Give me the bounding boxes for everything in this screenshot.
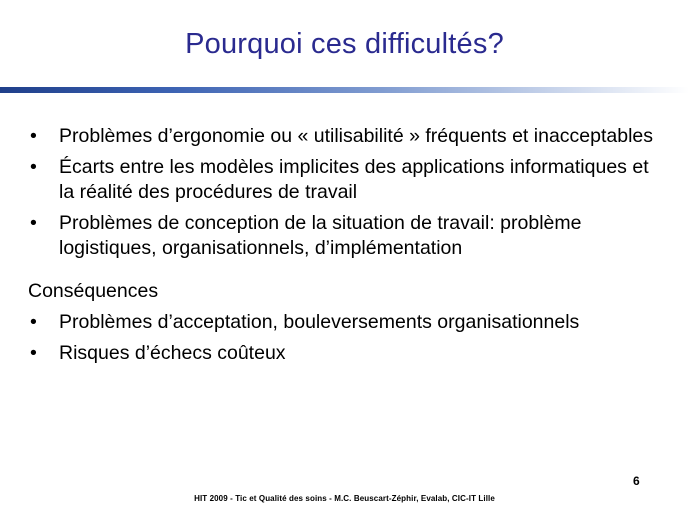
bullet-icon: • (30, 212, 37, 234)
bullet-icon: • (30, 342, 37, 364)
bullet-list-consequences (28, 310, 668, 366)
bullet-text: Problèmes d’acceptation, bouleversements organisationnels (59, 311, 580, 333)
slide-content (28, 124, 668, 372)
bullet-item (28, 155, 668, 205)
title-underline (0, 87, 689, 93)
bullet-item (28, 124, 668, 149)
bullet-text: Problèmes de conception de la situation de travail: problème logistiques, organisationnels, d’implémentation (59, 212, 582, 259)
bullet-text: Risques d’échecs coûteux (59, 342, 286, 364)
bullet-icon: • (30, 125, 37, 147)
bullet-icon: • (30, 311, 37, 333)
page-number: 6 (633, 474, 640, 488)
section-title: Conséquences (28, 280, 159, 302)
bullet-text: Écarts entre les modèles implicites des applications informatiques et la réalité des procédures de travail (59, 156, 649, 203)
bullet-item (28, 310, 668, 335)
slide-title: Pourquoi ces difficultés? (185, 28, 504, 60)
slide-footer: HIT 2009 - Tic et Qualité des soins - M.C. Beuscart-Zéphir, Evalab, CIC-IT Lille (194, 494, 495, 503)
bullet-icon: • (30, 156, 37, 178)
bullet-text: Problèmes d’ergonomie ou « utilisabilité » fréquents et inacceptables (59, 125, 654, 147)
bullet-item (28, 211, 668, 261)
bullet-list-problems (28, 124, 668, 261)
bullet-item (28, 341, 668, 366)
